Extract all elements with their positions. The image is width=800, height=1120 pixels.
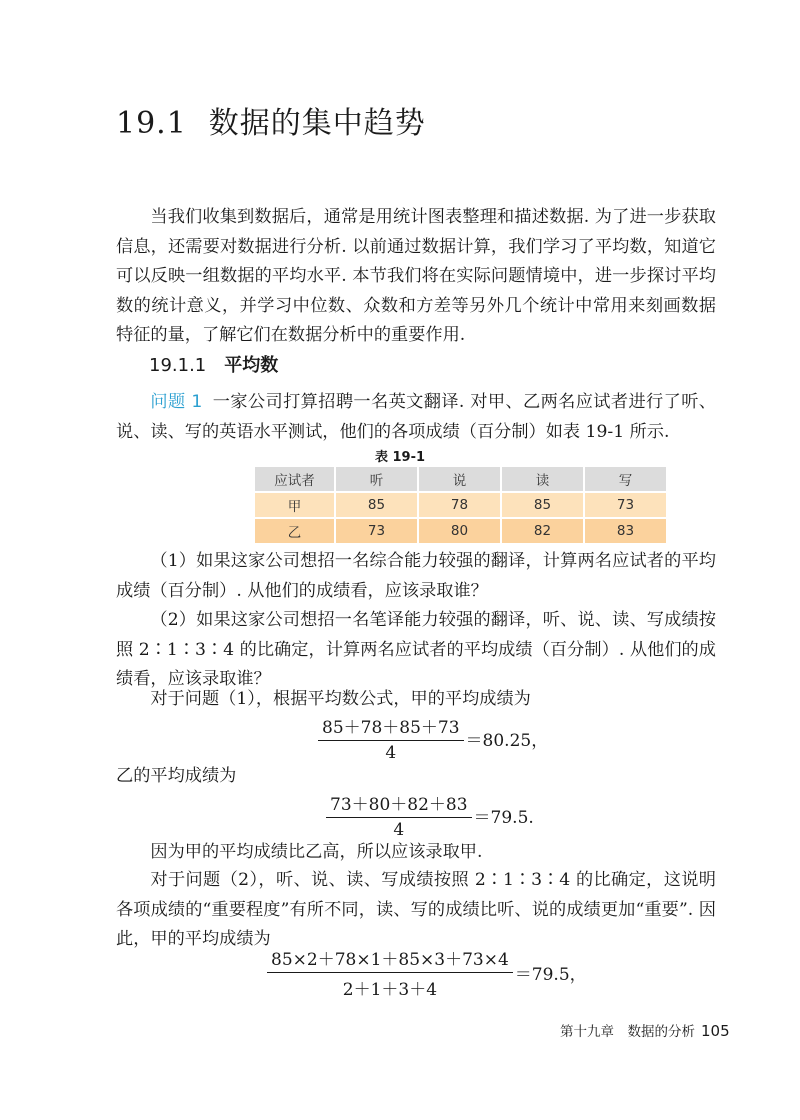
formula-result: ＝79.5， [514, 965, 587, 985]
table-cell: 乙 [255, 518, 335, 544]
page-number: 105 [701, 1022, 730, 1040]
fraction-numerator: 85×2＋78×1＋85×3＋73×4 [267, 945, 513, 973]
question-2: （2）如果这家公司想招一名笔译能力较强的翻译，听、说、读、写成绩按照 2∶1∶3∶4 的比确定，计算两名应试者的平均成绩（百分制）. 从他们的成绩看，应该录取谁？ [116, 610, 716, 689]
table-caption: 表 19-1 [374, 450, 426, 465]
table-cell: 73 [584, 492, 667, 518]
table-cell: 78 [418, 492, 501, 518]
fraction-denominator: 4 [385, 743, 397, 763]
formula-weighted-average [267, 945, 587, 1000]
fraction-numerator: 73＋80＋82＋83 [326, 790, 472, 818]
table-cell: 82 [501, 518, 584, 544]
chapter-name: 第十九章 数据的分析 [560, 1024, 695, 1040]
formula-result: ＝79.5. [473, 807, 534, 828]
table-header-cell: 应试者 [255, 467, 335, 492]
table-header-cell: 读 [501, 467, 584, 492]
scores-table [255, 467, 668, 545]
table-cell: 80 [418, 518, 501, 544]
subsection-title-text: 平均数 [224, 355, 279, 376]
question-1: （1）如果这家公司想招一名综合能力较强的翻译，计算两名应试者的平均成绩（百分制）. 从他们的成绩看，应该录取谁？ [116, 551, 716, 601]
answer-1-intro: 对于问题（1），根据平均数公式，甲的平均成绩为 [150, 689, 531, 709]
conclusion-1: 因为甲的平均成绩比乙高，所以应该录取甲. [150, 842, 483, 862]
table-row [255, 518, 667, 544]
problem-paragraph [116, 388, 716, 447]
page-footer [560, 1020, 730, 1040]
intro-paragraph: 当我们收集到数据后，通常是用统计图表整理和描述数据. 为了进一步获取信息，还需要对数据进行分析. 以前通过数据计算，我们学习了平均数，知道它可以反映一组数据的平均水平. 本节我们将在实际问题情境中，进一步探讨平均数的统计意义，并学习中位数、众数和方差等另外几个统计中常用来刻画数据特征的量，了解它们在数据分析中的重要作用. [116, 207, 716, 345]
table-cell: 甲 [255, 492, 335, 518]
subsection-number: 19.1.1 [149, 355, 207, 376]
table-cell: 73 [335, 518, 418, 544]
formula-jia-average [318, 713, 548, 763]
fraction-denominator: 2＋1＋3＋4 [342, 980, 438, 1000]
table-header-cell: 听 [335, 467, 418, 492]
formula-yi-average [326, 790, 534, 840]
table-cell: 83 [584, 518, 667, 544]
fraction [318, 713, 464, 763]
table-cell: 85 [335, 492, 418, 518]
section-number: 19.1 [116, 106, 187, 141]
answer-2-intro: 对于问题（2），听、说、读、写成绩按照 2∶1∶3∶4 的比确定，这说明各项成绩的“重要程度”有所不同，读、写的成绩比听、说的成绩更加“重要”. 因此，甲的平均成绩为 [116, 870, 716, 949]
problem-text: 一家公司打算招聘一名英文翻译. 对甲、乙两名应试者进行了听、说、读、写的英语水平测试，他们的各项成绩（百分制）如表 19-1 所示. [116, 392, 716, 442]
section-title [116, 98, 426, 142]
fraction [326, 790, 472, 840]
table-row [255, 492, 667, 518]
problem-label: 问题 1 [150, 392, 203, 412]
table-cell: 85 [501, 492, 584, 518]
fraction-denominator: 4 [393, 820, 405, 840]
formula-result: ＝80.25， [465, 730, 549, 751]
table-header-cell: 说 [418, 467, 501, 492]
fraction-numerator: 85＋78＋85＋73 [318, 713, 464, 741]
yi-average-line: 乙的平均成绩为 [116, 766, 237, 786]
fraction [267, 945, 513, 1000]
subsection-title [149, 351, 278, 377]
table-header-row [255, 467, 667, 492]
section-title-text: 数据的集中趋势 [208, 106, 426, 141]
table-header-cell: 写 [584, 467, 667, 492]
